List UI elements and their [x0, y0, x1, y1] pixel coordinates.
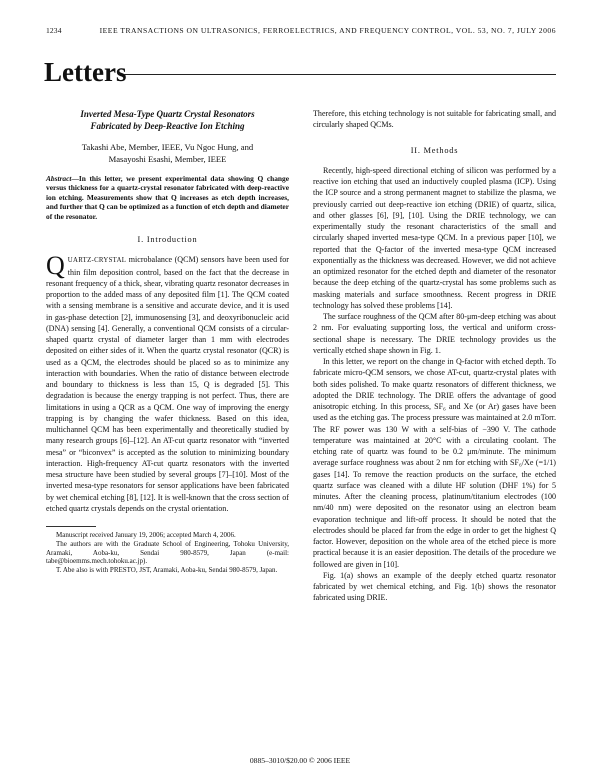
page-number: 1234 — [46, 26, 62, 35]
intro-paragraph — [46, 251, 289, 514]
right-column — [313, 108, 556, 604]
section-title: Letters — [44, 57, 127, 87]
methods-heading: II. Methods — [410, 145, 459, 155]
footnote-rule — [46, 526, 96, 527]
footnote-affiliation: The authors are with the Graduate School of Engineering, Tohoku University, Aramaki, Aoba-ku, Sendai 980-8579, Japan (e-mail: tabe@bioemms.mech.tohoku.ac.jp). — [46, 539, 289, 566]
authors-line-1: Takashi Abe, Member, IEEE, Vu Ngoc Hung, and — [81, 142, 254, 152]
drop-cap: Q — [46, 251, 65, 281]
footnote-presto: T. Abe also is with PRESTO, JST, Aramaki, Aoba-ku, Sendai 980-8579, Japan. — [56, 566, 278, 575]
title-line-1: Inverted Mesa-Type Quartz Crystal Resonators — [80, 109, 255, 119]
intro-smallcaps: UARTZ-CRYSTAL — [67, 257, 127, 265]
methods-paragraph-4: Fig. 1(a) shows an example of the deeply etched quartz resonator fabricated by wet chemical etching, and Fig. 1(b) shows the resonator fabricated using DRIE. — [313, 570, 556, 603]
abstract — [46, 174, 289, 221]
copyright-footer: 0885–3010/$20.00 © 2006 IEEE — [249, 756, 351, 765]
authors — [46, 141, 289, 165]
authors-line-2: Masayoshi Esashi, Member, IEEE — [108, 154, 227, 164]
abstract-lead: Abstract — [46, 174, 72, 183]
abstract-text: —In this letter, we present experimental data showing Q change versus thickness for a quartz-crystal resonator fabricated with deep-reactive ion etching. Measurements show that Q increases as etch depth increases, and further that Q can be optimized as a function of etch depth and diameter of the resonator. — [46, 174, 289, 221]
left-column — [46, 108, 289, 575]
journal-name: IEEE TRANSACTIONS ON ULTRASONICS, FERROELECTRICS, AND FREQUENCY CONTROL, VOL. 53, NO. 7, JULY 2006 — [99, 26, 556, 35]
intro-heading: I. Introduction — [137, 235, 198, 245]
methods-paragraph-1: Recently, high-speed directional etching of silicon was performed by a reactive ion etching that used an inductively coupled plasma (ICP). Using the ICP source and a strong permanent magnet to stabilize the plasma, we previously carried out deep-reactive ion etching (DRIE) of quartz, silica, and other glasses [6], [9], [10]. Using the DRIE technology, we can experimentally study the resonant characteristics of the small and circularly shaped inverted mesa-type QCM. In a previous paper [10], we reported that the Q-factor of the inverted mesa-type QCM increased exponentially as the thickness was decreased. However, we did not achieve an optimized resonator for the etched depth and diameter of the resonator because the deep etching of the quartz-crystal has some problems such as masking materials and surface smoothness. Recent progress in DRIE technology has solved these problems [14]. — [313, 165, 556, 310]
methods-paragraph-3: In this letter, we report on the change in Q-factor with etched depth. To fabricate micro-QCM sensors, we chose AT-cut, quartz-crystal plates with both sides polished. To make quartz resonators of different thickness, we adopted the DRIE technology. The DRIE offers the advantage of good anisotropic etching. In this process, SF₆ and Xe (or Ar) gases have been used as the etching gas. The process pressure was maintained at 2.0 mTorr. The RF power was 130 W with a self-bias of −390 V. The cathode temperature was maintained at 20°C with a circulating coolant. The etching rate of quartz was found to be 0.2 μm/minute. The minimum average surface roughness was about 2 nm for etching with SF₆/Xe (=1/1) gases [14]. To remove the reaction products on the surface, the etched quartz surface was cleaned with a dilute HF solution (DHF 1%) for 5 minutes. After the cleaning process, platinum/titanium electrodes (100 nm/40 nm) were deposited on the resonator using an electron beam evaporation technique and lift-off process. It should be noted that the electrodes should be placed far from the edge in order to get the highest Q factor. However, deposition on the whole area of the etched piece is more practical because it is an easier deposition. The details of the procedure we followed are given in [10]. — [313, 357, 556, 569]
title-line-2: Fabricated by Deep-Reactive Ion Etching — [90, 121, 245, 131]
intro-text: microbalance (QCM) sensors have been used for thin film deposition control, based on the fact that the decrease in resonant frequency of a thick, shear, vibrating quartz resonator decreases in proportion to the added mass of any deposited film [1]. The QCM coated with a sensing membrane is a sensitive and accurate device, and it is used in gas-phase detection [2], immunosensing [3], and deoxyribonucleic acid (DNA) sensing [4]. Generally, a conventional QCM consists of a circular-shaped quartz crystal of diameter larger than 1 mm with electrodes deposited on either sides of it. When the quartz crystal resonator (QCR) is used as a QCM, the electrodes should be placed so as to minimize any interaction with boundaries. When the ratio of distance between electrode and boundary to thickness is less than 15, Q is degraded [5]. This degradation is because the energy trapping is not perfect. Thus, there are limitations in using a QCR as a QCM. One way of improving the energy trapping is by changing the wafer thickness. Based on this idea, multichannel QCM has been experimentally and theoretically studied by many research groups [6]–[12]. An AT-cut quartz resonator with “inverted mesa” or “biconvex” is accepted as the solution to minimizing boundary interaction. High-frequency AT-cut quartz resonators with the inverted mesa structure have been studied by several groups [7]–[10]. Most of the inverted mesa-type resonators for sensor applications have been fabricated by wet chemical etching [8], [12]. It is well-known that the cross section of etched quartz crystals depends on the crystal orientation. — [46, 255, 289, 513]
footnote-received: Manuscript received January 19, 2006; accepted March 4, 2006. — [56, 531, 236, 540]
article-title — [46, 108, 289, 132]
continued-paragraph: Therefore, this etching technology is not suitable for fabricating small, and circularly shaped QCMs. — [313, 109, 556, 130]
methods-paragraph-2: The surface roughness of the QCM after 80-μm-deep etching was about 2 nm. For evaluating supporting loss, the vertical and uniform cross-sectional shape is necessary. The DRIE technology provides us the vertically etched shape shown in Fig. 1. — [313, 312, 556, 355]
section-rule — [124, 74, 556, 75]
